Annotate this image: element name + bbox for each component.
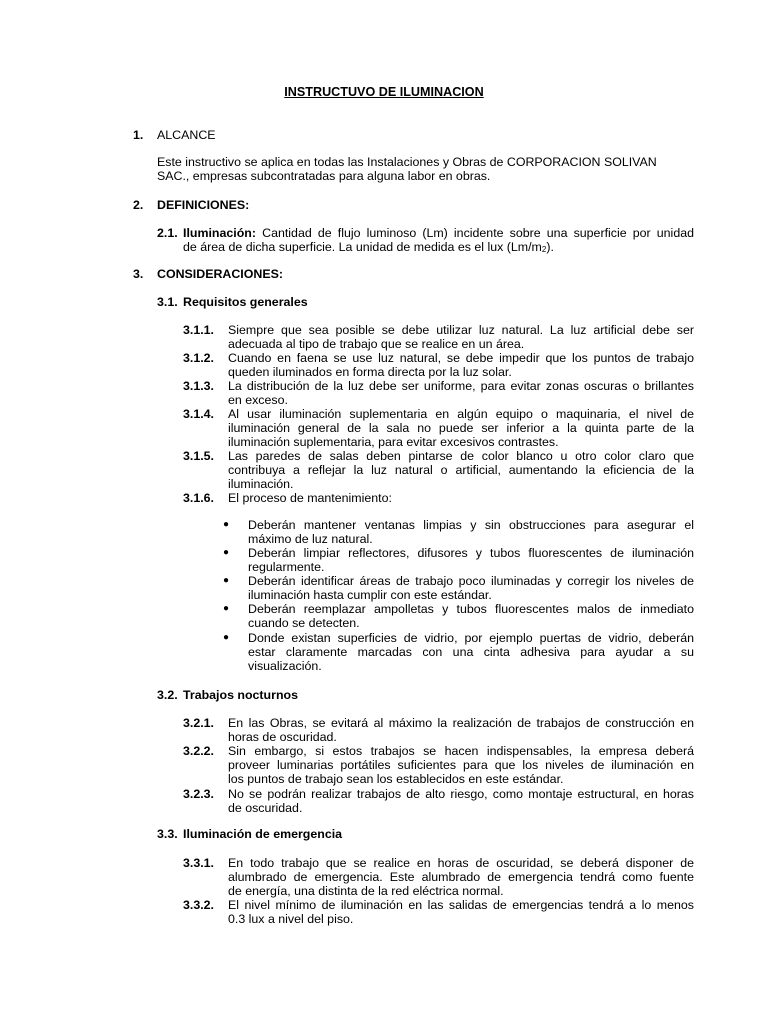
item-text	[228, 716, 694, 744]
bullet-line: Deberán mantener ventanas limpias y sin obstrucciones para asegurar el	[248, 518, 694, 532]
item-number: 3.2.3.	[183, 787, 215, 801]
item-line: adecuada al tipo de trabajo que se realice en un área.	[228, 337, 525, 352]
item-number: 3.1.1.	[183, 323, 215, 337]
item-number: 3.3.1.	[183, 856, 215, 870]
subsection-heading-trabajos-nocturnos: Trabajos nocturnos	[183, 688, 298, 702]
item-line: alumbrado de emergencia. Este alumbrado de emergencia tendrá como fuente	[228, 870, 694, 885]
item-line: de energía, una distinta de la red eléctrica normal.	[228, 884, 504, 899]
definition-number: 2.1.	[157, 226, 178, 240]
subsection-heading-iluminacion-emergencia: Iluminación de emergencia	[183, 827, 343, 841]
section-number: 2.	[133, 198, 144, 212]
item-line: En las Obras, se evitará al máximo la realización de trabajos de construcción en	[228, 716, 694, 730]
item-text	[228, 787, 694, 815]
bullet-text	[248, 602, 694, 630]
bullet-line: iluminación hasta cumplir con este estándar.	[248, 588, 492, 603]
definition-line-end: ).	[546, 240, 554, 255]
item-line: La distribución de la luz debe ser uniforme, para evitar zonas oscuras o brillantes	[228, 379, 694, 393]
item-line: contribuya a reflejar la luz natural o artificial, aumentando la eficiencia de la	[228, 463, 694, 478]
item-text	[228, 351, 694, 379]
item-text	[228, 407, 694, 450]
definition-line: Cantidad de flujo luminoso (Lm) incidente sobre una superficie por unidad	[262, 226, 694, 240]
subsection-number: 3.3.	[157, 827, 178, 841]
bullet-line: Deberán identificar áreas de trabajo poco iluminadas y corregir los niveles de	[248, 574, 694, 588]
bullet-line: Donde existan superficies de vidrio, por ejemplo puertas de vidrio, deberán	[248, 631, 694, 645]
item-number: 3.1.6.	[183, 491, 215, 505]
definition-subscript: 2	[541, 245, 547, 255]
definition-label: Iluminación:	[183, 226, 256, 240]
item-text	[228, 898, 694, 926]
item-number: 3.2.2.	[183, 744, 215, 758]
section-heading-definiciones: DEFINICIONES:	[157, 198, 250, 212]
item-line: los puntos de trabajo sean los establecidos en este estándar.	[228, 772, 564, 787]
item-text	[228, 744, 694, 787]
bullet-line: regularmente.	[248, 560, 325, 575]
section-number: 1.	[133, 128, 144, 142]
definition-text	[183, 226, 694, 257]
item-line: en exceso.	[228, 393, 288, 408]
bullet-line: estar claramente marcadas con una cinta adhesiva para ayudar a su	[248, 645, 694, 660]
item-text	[228, 379, 694, 407]
bullet-icon: ●	[223, 632, 230, 643]
bullet-icon: ●	[223, 603, 230, 614]
bullet-icon: ●	[223, 575, 230, 586]
item-line: proveer luminarias portátiles suficientes para que los niveles de iluminación en	[228, 758, 694, 773]
paragraph-line: Este instructivo se aplica en todas las Instalaciones y Obras de CORPORACION SOLIVAN	[157, 155, 657, 169]
item-line: Siempre que sea posible se debe utilizar luz natural. La luz artificial debe ser	[228, 323, 694, 337]
item-line: iluminación.	[228, 477, 294, 492]
item-line: Cuando en faena se use luz natural, se debe impedir que los puntos de trabajo	[228, 351, 694, 365]
item-line: En todo trabajo que se realice en horas de oscuridad, se deberá disponer de	[228, 856, 694, 870]
item-line: El proceso de mantenimiento:	[228, 491, 392, 505]
item-line: El nivel mínimo de iluminación en las salidas de emergencias tendrá a lo menos	[228, 898, 694, 912]
bullet-line: Deberán reemplazar ampolletas y tubos fluorescentes malos de inmediato	[248, 602, 694, 616]
item-text	[228, 323, 694, 351]
item-number: 3.1.2.	[183, 351, 215, 365]
item-text	[228, 449, 694, 492]
bullet-line: cuando se detecten.	[248, 616, 360, 631]
item-line: de oscuridad.	[228, 801, 303, 816]
item-number: 3.1.3.	[183, 379, 215, 393]
subsection-heading-requisitos: Requisitos generales	[183, 295, 308, 309]
item-number: 3.1.5.	[183, 449, 215, 463]
subsection-number: 3.1.	[157, 295, 178, 309]
subsection-number: 3.2.	[157, 688, 178, 702]
bullet-line: Deberán limpiar reflectores, difusores y tubos fluorescentes de iluminación	[248, 546, 694, 560]
item-line: horas de oscuridad.	[228, 730, 337, 745]
item-line: No se podrán realizar trabajos de alto riesgo, como montaje estructural, en horas	[228, 787, 694, 801]
paragraph-line: SAC., empresas subcontratadas para alguna labor en obras.	[157, 169, 491, 184]
item-line: iluminación general de la sala no puede ser inferior a la quinta parte de la	[228, 421, 694, 436]
alcance-paragraph	[157, 155, 694, 183]
bullet-text	[248, 518, 694, 546]
bullet-icon: ●	[223, 519, 230, 530]
definition-line: de área de dicha superficie. La unidad de medida es el lux (Lm/m	[183, 240, 542, 255]
item-line: iluminación suplementaria, para evitar excesivos contrastes.	[228, 435, 559, 450]
item-number: 3.3.2.	[183, 898, 215, 912]
bullet-text	[248, 546, 694, 574]
item-line: Sin embargo, si estos trabajos se hacen indispensables, la empresa deberá	[228, 744, 694, 758]
item-line: Al usar iluminación suplementaria en algún equipo o maquinaria, el nivel de	[228, 407, 694, 421]
bullet-icon: ●	[223, 547, 230, 558]
bullet-line: visualización.	[248, 659, 322, 674]
bullet-text	[248, 574, 694, 602]
document-title: INSTRUCTUVO DE ILUMINACION	[284, 85, 484, 99]
item-line: Las paredes de salas deben pintarse de color blanco u otro color claro que	[228, 449, 694, 463]
section-heading-alcance: ALCANCE	[157, 128, 216, 142]
item-number: 3.1.4.	[183, 407, 215, 421]
item-line: 0.3 lux a nivel del piso.	[228, 912, 354, 927]
item-line: queden iluminados en forma directa por la luz solar.	[228, 365, 512, 380]
item-text	[228, 491, 694, 505]
section-number: 3.	[133, 267, 144, 281]
item-text	[228, 856, 694, 899]
bullet-text	[248, 631, 694, 674]
item-number: 3.2.1.	[183, 716, 215, 730]
bullet-line: máximo de luz natural.	[248, 532, 373, 547]
section-heading-consideraciones: CONSIDERACIONES:	[157, 267, 283, 281]
